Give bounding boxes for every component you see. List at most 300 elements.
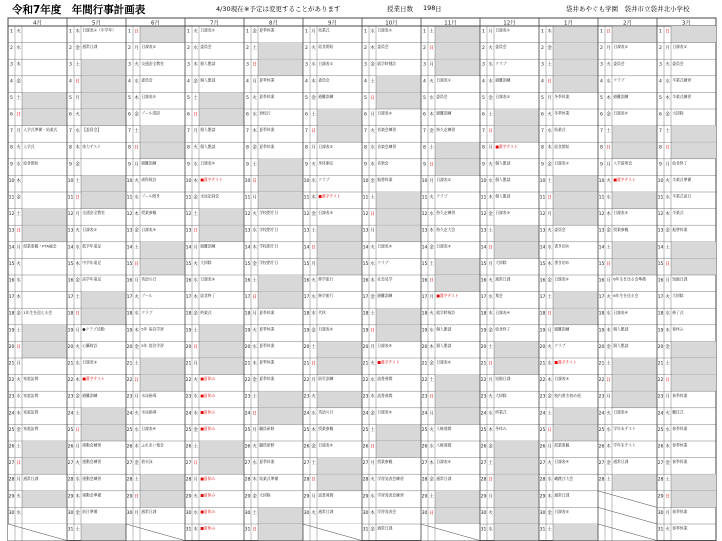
weekday-char: 土 [311,344,316,350]
holiday-shade [258,59,303,76]
holiday-shade [199,225,244,242]
weekday-char: 土 [370,311,375,317]
weekday-char: 金 [252,145,257,151]
weekday-char: 土 [606,129,611,135]
day-number: 20 [185,344,192,350]
event-text: 始業式準備 [259,475,279,481]
holiday-shade [435,142,480,159]
weekday-char: 木 [547,29,552,35]
weekday-char: 火 [134,411,139,417]
weekday-char: 火 [429,427,434,433]
event-text: ■漢字テスト [495,143,518,149]
day-number: 13 [185,228,192,234]
weekday-char: 火 [193,378,198,384]
weekday-char: 土 [429,378,434,384]
day-number: 6 [305,112,308,118]
weekday-char: 月 [311,261,316,267]
event-text: 集会 [495,293,503,299]
event-text: 中学年遠足 [82,260,102,265]
day-number: 5 [305,95,308,101]
holiday-shade [81,408,126,425]
weekday-char: 土 [193,444,198,450]
holiday-shade [258,275,303,292]
holiday-shade [317,242,362,259]
weekday-char: 月 [547,444,552,450]
day-number: 10 [185,178,192,184]
day-number: 9 [482,162,485,168]
event-text: 持久走練習 [436,127,456,133]
day-number: 25 [657,427,664,433]
day-number: 3 [69,62,72,68]
month-label: 5月 [92,20,101,27]
day-number: 27 [126,461,133,467]
event-text: 夏季休業 [259,27,275,33]
holiday-shade [435,375,480,392]
holiday-shade [22,441,67,458]
day-number: 26 [303,444,310,450]
event-text: 日課表④ [377,343,392,348]
day-number: 25 [67,427,74,433]
holiday-shade [435,408,480,425]
event-text: ■夏休み [200,392,216,398]
day-number: 23 [303,394,310,400]
weekday-char: 火 [370,245,375,251]
weekday-char: 月 [606,278,611,284]
weekday-char: 土 [134,361,139,367]
weekday-char: 木 [665,212,670,218]
day-number: 25 [598,427,605,433]
day-number: 13 [480,228,487,234]
weekday-char: 金 [311,444,316,450]
day-number: 1 [69,29,72,35]
weekday-char: 土 [488,344,493,350]
holiday-shade [22,491,67,508]
holiday-shade [22,209,67,226]
event-text: 夏季休業 [259,343,275,348]
event-text: 夏季休業 [259,459,275,465]
holiday-shade [612,26,657,43]
day-number: 18 [421,311,428,317]
weekday-char: 火 [75,228,80,234]
event-text: 低学年遠足 [82,243,102,249]
day-number: 23 [539,394,546,400]
weekday-char: 金 [488,328,493,334]
weekday-char: 月 [75,444,80,450]
day-number: 3 [364,62,367,68]
day-number: 27 [480,461,487,467]
event-text: 冬休み [495,426,507,431]
holiday-shade [376,308,421,325]
event-text: 社会見学 [377,276,393,282]
weekday-char: 日 [665,378,670,384]
weekday-char: 日 [665,494,670,500]
day-number: 10 [362,178,369,184]
event-text: 個人懇談 [200,143,216,149]
weekday-char: 金 [547,46,552,52]
weekday-char: 日 [193,112,198,118]
event-text: 音楽会 [377,160,389,166]
weekday-char: 火 [547,461,552,467]
day-number: 25 [303,427,310,433]
day-number: 24 [185,411,192,417]
holiday-shade [671,258,716,275]
event-text: 個人懇談 [495,177,511,182]
day-number: 4 [305,79,308,85]
day-number: 17 [185,295,192,301]
holiday-shade [22,92,67,109]
event-text: 学年末テスト [613,426,636,431]
weekday-char: 月 [193,129,198,135]
weekday-char: 月 [429,62,434,68]
weekday-char: 金 [311,95,316,101]
event-text: 冬季休業 [554,94,570,99]
day-number: 10 [598,178,605,184]
holiday-shade [140,358,185,375]
weekday-char: 土 [193,328,198,334]
day-number: 12 [126,212,133,218]
day-number: 6 [128,112,131,118]
day-number: 28 [421,477,428,483]
weekday-char: 水 [252,461,257,467]
weekday-char: 木 [370,162,375,168]
weekday-char: 日 [665,29,670,35]
weekday-char: 土 [75,295,80,301]
weekday-char: 月 [488,378,493,384]
weekday-char: 金 [252,29,257,35]
day-number: 10 [303,178,310,184]
weekday-char: 土 [16,95,21,101]
event-text: 5年 宿泊学習 [141,326,164,332]
day-number: 11 [362,195,369,201]
weekday-char: 木 [547,378,552,384]
event-text: 日課表④ [613,309,628,315]
weekday-char: 水 [370,378,375,384]
event-text: 春季休業 [672,459,688,465]
day-number: 3 [128,62,131,68]
day-number: 28 [539,477,546,483]
day-number: 14 [8,245,15,251]
day-number: 5 [69,95,72,101]
event-text: 委員会 [436,94,448,99]
holiday-shade [435,391,480,408]
day-number: 10 [539,178,546,184]
event-text: 音楽会練習 [377,127,397,133]
weekday-char: 金 [252,494,257,500]
weekday-char: 木 [193,62,198,68]
event-text: 日課表② [377,110,392,116]
day-number: 28 [8,477,15,483]
day-number: 24 [244,411,251,417]
holiday-shade [376,424,421,441]
day-number: 2 [128,46,131,52]
holiday-shade [199,458,244,475]
as-of-date: 4/30現在 [216,5,244,13]
holiday-shade [553,408,598,425]
event-text: 始業式 [318,27,330,33]
event-text: 修了式 [672,309,684,315]
day-number: 26 [185,444,192,450]
holiday-shade [435,59,480,76]
day-number: 24 [480,411,487,417]
day-number: 17 [8,295,15,301]
weekday-char: 土 [488,461,493,467]
holiday-shade [258,391,303,408]
event-text: 日課表② [318,143,333,149]
weekday-char: 水 [311,411,316,417]
event-text: 学校閉庁日 [259,260,279,265]
day-number: 2 [482,46,485,52]
day-number: 11 [421,195,428,201]
day-number: 24 [598,411,605,417]
day-number: 8 [423,145,426,151]
weekday-char: 日 [606,261,611,267]
day-number: 21 [657,361,664,367]
event-text: 6年生を送る会 [613,293,639,299]
weekday-char: 木 [16,295,21,301]
weekday-char: 木 [75,29,80,35]
day-number: 17 [244,295,251,301]
event-text: 読書週間 [318,492,334,498]
day-number: 31 [539,527,546,533]
event-text: 避難訓練 [554,326,570,332]
day-number: 12 [67,212,74,218]
weekday-char: 水 [252,228,257,234]
event-text: 人権週間 [436,442,452,448]
weekday-char: 木 [429,228,434,234]
weekday-char: 火 [370,361,375,367]
weekday-char: 土 [547,411,552,417]
month-label: 3月 [682,20,691,27]
day-number: 25 [480,427,487,433]
event-text: クラブ [613,77,625,83]
day-number: 23 [244,394,251,400]
weekday-char: 日 [547,195,552,201]
weekday-char: 木 [665,328,670,334]
day-number: 22 [303,378,310,384]
weekday-char: 火 [193,145,198,151]
day-number: 9 [246,162,249,168]
event-text: 避難訓練 [200,243,216,249]
holiday-shade [140,126,185,143]
event-text: 日課表①（中学年） [82,27,116,33]
day-number: 9 [69,162,72,168]
day-number: 5 [600,95,603,101]
event-text: 家庭訪問 [23,392,39,398]
day-number: 21 [539,361,546,367]
event-text: 日課表③ [436,243,451,249]
day-number: 2 [246,46,249,52]
weekday-char: 水 [311,62,316,68]
day-number: 5 [423,95,426,101]
holiday-shade [376,325,421,342]
month-label: 8月 [269,20,278,27]
event-text: 学校閉庁日 [259,226,279,232]
holiday-shade [317,109,362,126]
weekday-char: 木 [311,427,316,433]
day-number: 13 [362,228,369,234]
day-number: 20 [539,344,546,350]
weekday-char: 木 [193,527,198,533]
event-text: 授業参観 [141,210,157,216]
holiday-shade [553,308,598,325]
weekday-char: 土 [488,228,493,234]
weekday-char: 月 [75,328,80,334]
day-number: 19 [67,328,74,334]
day-number: 28 [126,477,133,483]
event-text: 個人懇談 [436,326,452,332]
event-text: 日課表① [554,160,569,166]
event-text: 夏季休業 [259,326,275,332]
day-number: 25 [185,427,192,433]
event-text: クラブ [141,309,153,315]
day-number: 22 [480,378,487,384]
weekday-char: 火 [488,46,493,52]
event-text: 日課表② [436,177,451,182]
weekday-char: 火 [488,394,493,400]
day-number: 18 [539,311,546,317]
day-number: 17 [657,295,664,301]
holiday-shade [199,209,244,226]
event-text: 給食終了 [672,160,688,166]
event-text: 大掃除 [259,492,271,498]
holiday-shade [612,258,657,275]
event-text: 個人懇談 [200,127,216,133]
holiday-shade [199,325,244,342]
day-number: 6 [659,112,662,118]
event-text: 授業参観・PTA総会 [23,243,57,249]
holiday-shade [140,26,185,43]
event-text: クラブ [436,193,448,199]
day-number: 27 [303,461,310,467]
day-number: 24 [303,411,310,417]
day-number: 18 [126,311,133,317]
event-text: 離任式 [672,409,684,415]
event-text: 大掃除 [495,260,507,265]
weekday-char: 土 [193,95,198,101]
event-text: 委員会 [495,44,507,50]
weekday-char: 土 [370,79,375,85]
weekday-char: 水 [488,62,493,68]
event-text: 大掃除 [495,392,507,398]
event-text: 6年生を送る会準備 [613,276,646,282]
weekday-char: 水 [75,477,80,483]
day-number: 19 [362,328,369,334]
day-number: 27 [8,461,15,467]
weekday-char: 金 [311,212,316,218]
holiday-shade [81,76,126,93]
day-number: 21 [362,361,369,367]
holiday-shade [671,126,716,143]
weekday-char: 火 [252,212,257,218]
weekday-char: 月 [193,361,198,367]
day-number: 8 [659,145,662,151]
event-text: 身体測定 [318,160,334,166]
holiday-shade [317,341,362,358]
weekday-char: 火 [665,411,670,417]
holiday-shade [612,126,657,143]
day-number: 22 [126,378,133,384]
weekday-char: 木 [311,311,316,317]
month-label: 9月 [328,20,337,27]
weekday-char: 日 [429,278,434,284]
day-number: 11 [598,195,605,201]
event-text: 委員会 [318,77,330,83]
day-number: 19 [244,328,251,334]
event-text: 家庭訪問 [23,376,39,382]
day-number: 1 [10,29,13,35]
weekday-char: 水 [665,427,670,433]
day-number: 6 [10,112,13,118]
weekday-char: 月 [252,427,257,433]
day-number: 3 [600,62,603,68]
weekday-char: 金 [370,295,375,301]
weekday-char: 金 [488,212,493,218]
event-text: 運動会練習 [82,442,102,448]
holiday-shade [553,76,598,93]
weekday-char: 木 [252,129,257,135]
holiday-shade [81,292,126,309]
weekday-char: 木 [606,95,611,101]
weekday-char: 金 [488,444,493,450]
weekday-char: 金 [193,79,198,85]
day-number: 2 [541,46,544,52]
weekday-char: 月 [370,344,375,350]
event-text: 個人懇談 [436,343,452,348]
day-number: 17 [303,295,310,301]
holiday-shade [553,59,598,76]
day-number: 25 [421,427,428,433]
month-label: 12月 [503,20,516,27]
weekday-char: 日 [311,129,316,135]
weekday-char: 月 [16,245,21,251]
day-number: 17 [67,295,74,301]
weekday-char: 月 [429,178,434,184]
day-number: 21 [126,361,133,367]
event-text: 日課表③ [377,243,392,249]
weekday-char: 金 [547,278,552,284]
day-number: 26 [598,444,605,450]
holiday-shade [376,92,421,109]
day-number: 3 [10,62,13,68]
event-text: 給食終了 [200,293,216,299]
day-number: 12 [8,212,15,218]
weekday-char: 月 [134,46,139,52]
weekday-char: 水 [193,510,198,516]
weekday-char: 木 [252,245,257,251]
day-number: 11 [185,195,192,201]
weekday-char: 月 [134,162,139,168]
holiday-shade [258,175,303,192]
weekday-char: 木 [75,145,80,151]
event-text: 春休み [672,326,684,332]
weekday-char: 土 [134,477,139,483]
weekday-char: 月 [252,195,257,201]
day-number: 30 [303,510,310,516]
day-number: 29 [67,494,74,500]
holiday-shade [553,175,598,192]
weekday-char: 月 [488,494,493,500]
event-text: 日課表① [200,27,215,33]
day-number: 21 [8,361,15,367]
holiday-shade [258,507,303,524]
weekday-char: 木 [311,79,316,85]
event-text: 日課表② [141,94,156,99]
weekday-char: 金 [193,427,198,433]
weekday-char: 水 [488,411,493,417]
weekday-char: 日 [429,394,434,400]
day-number: 10 [480,178,487,184]
holiday-shade [376,76,421,93]
